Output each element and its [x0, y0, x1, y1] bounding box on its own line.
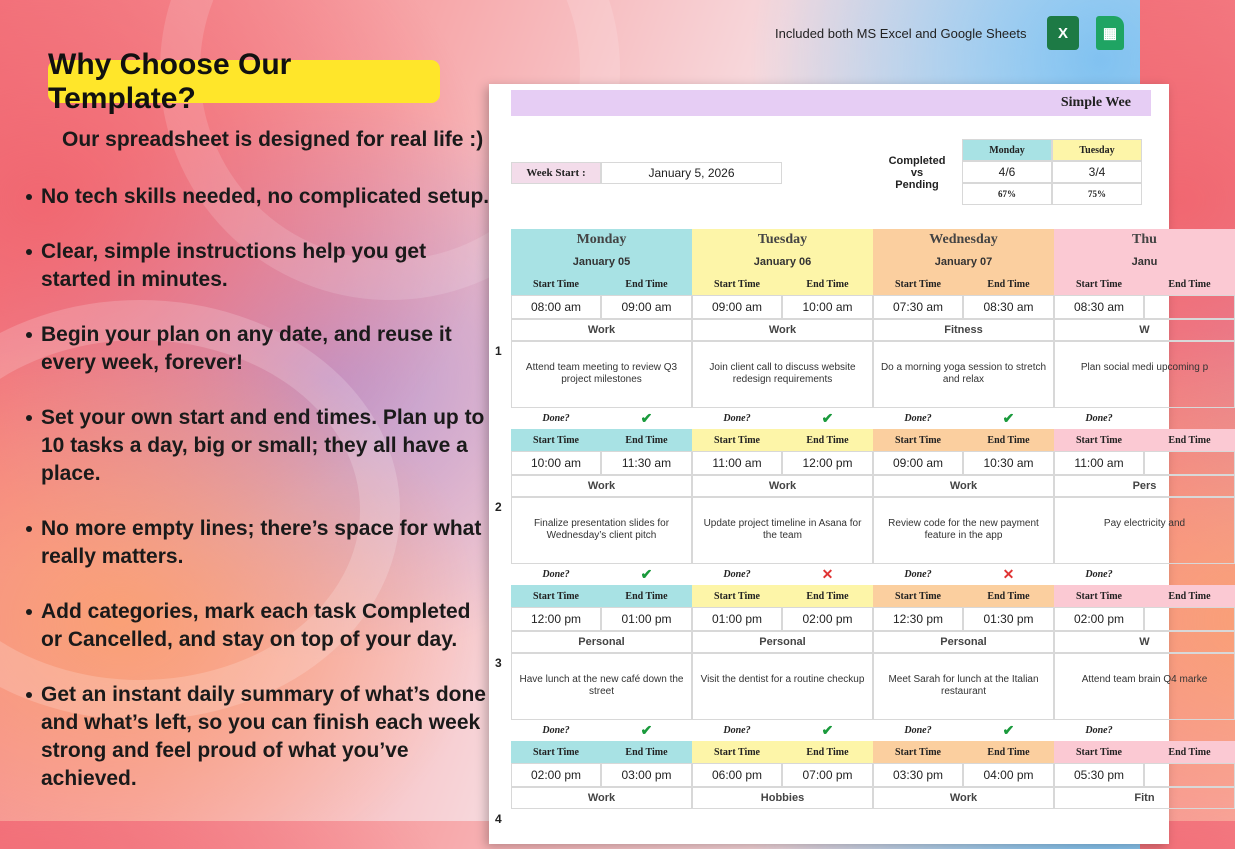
end-time-header: End Time	[963, 273, 1054, 295]
summary-ratio: 4/6	[962, 161, 1052, 183]
start-time-cell[interactable]: 03:30 pm	[873, 763, 963, 787]
end-time-header: End Time	[601, 585, 692, 607]
start-time-cell[interactable]: 09:00 am	[692, 295, 782, 319]
task-description[interactable]: Plan social medi upcoming p	[1054, 341, 1235, 408]
day-name: Wednesday	[873, 229, 1054, 251]
start-time-cell[interactable]: 05:30 pm	[1054, 763, 1144, 787]
category-cell[interactable]: Work	[873, 475, 1054, 497]
feature-item: Clear, simple instructions help you get started in minutes.	[24, 238, 494, 294]
feature-item: Get an instant daily summary of what’s done and what’s left, so you can finish each week strong and feel proud of what you’ve achieved.	[24, 681, 494, 793]
done-label: Done?	[723, 725, 751, 736]
start-time-cell[interactable]: 02:00 pm	[1054, 607, 1144, 631]
category-cell[interactable]: Work	[511, 787, 692, 809]
end-time-header: End Time	[601, 741, 692, 763]
end-time-header: End Time	[601, 429, 692, 451]
end-time-header: End Time	[1144, 273, 1235, 295]
end-time-cell[interactable]: 07:00 pm	[782, 763, 873, 787]
done-label: Done?	[542, 569, 570, 580]
done-label: Done?	[904, 725, 932, 736]
task-description[interactable]: Finalize presentation slides for Wednesday’s client pitch	[511, 497, 692, 564]
category-cell[interactable]: Hobbies	[692, 787, 873, 809]
start-time-cell[interactable]: 08:00 am	[511, 295, 601, 319]
done-label: Done?	[1085, 725, 1113, 736]
end-time-cell[interactable]: 01:30 pm	[963, 607, 1054, 631]
day-name: Monday	[511, 229, 692, 251]
start-time-cell[interactable]: 11:00 am	[692, 451, 782, 475]
category-cell[interactable]: W	[1054, 319, 1235, 341]
start-time-header: Start Time	[873, 585, 963, 607]
feature-item: No tech skills needed, no complicated setup.	[24, 183, 494, 211]
end-time-cell[interactable]	[1144, 763, 1235, 787]
done-label: Done?	[904, 569, 932, 580]
task-description[interactable]: Update project timeline in Asana for the team	[692, 497, 873, 564]
start-time-header: Start Time	[1054, 585, 1144, 607]
end-time-header: End Time	[1144, 741, 1235, 763]
category-cell[interactable]: Work	[692, 319, 873, 341]
completed-check-icon[interactable]: ✔	[1002, 410, 1015, 426]
day-date: January 07	[873, 251, 1054, 273]
week-start-label: Week Start :	[511, 162, 601, 184]
end-time-cell[interactable]: 08:30 am	[963, 295, 1054, 319]
day-name: Tuesday	[692, 229, 873, 251]
start-time-cell[interactable]: 12:00 pm	[511, 607, 601, 631]
end-time-header: End Time	[963, 429, 1054, 451]
completed-check-icon[interactable]: ✔	[640, 722, 653, 738]
end-time-header: End Time	[1144, 429, 1235, 451]
start-time-header: Start Time	[873, 273, 963, 295]
start-time-header: Start Time	[692, 429, 782, 451]
day-column	[692, 229, 873, 849]
task-description[interactable]: Review code for the new payment feature in the app	[873, 497, 1054, 564]
category-cell[interactable]: Personal	[873, 631, 1054, 653]
category-cell[interactable]: Fitness	[873, 319, 1054, 341]
end-time-header: End Time	[782, 741, 873, 763]
day-column	[511, 229, 692, 849]
done-label: Done?	[1085, 413, 1113, 424]
end-time-cell[interactable]	[1144, 607, 1235, 631]
day-column	[1054, 229, 1235, 849]
start-time-header: Start Time	[511, 585, 601, 607]
google-sheets-icon: ▦	[1096, 16, 1124, 50]
task-description[interactable]: Attend team brain Q4 marke	[1054, 653, 1235, 720]
subline: Our spreadsheet is designed for real life :)	[62, 128, 484, 151]
headline: Why Choose Our Template?	[48, 60, 440, 103]
task-description[interactable]: Join client call to discuss website redesign requirements	[692, 341, 873, 408]
row-number: 1	[495, 344, 502, 358]
category-cell[interactable]: Personal	[692, 631, 873, 653]
cancelled-cross-icon[interactable]: ✕	[1002, 566, 1015, 582]
completed-check-icon[interactable]: ✔	[821, 410, 834, 426]
start-time-cell[interactable]: 08:30 am	[1054, 295, 1144, 319]
feature-item: No more empty lines; there’s space for what really matters.	[24, 515, 494, 571]
category-cell[interactable]: Personal	[511, 631, 692, 653]
end-time-header: End Time	[963, 585, 1054, 607]
end-time-cell[interactable]: 02:00 pm	[782, 607, 873, 631]
end-time-cell[interactable]: 10:30 am	[963, 451, 1054, 475]
completed-check-icon[interactable]: ✔	[640, 566, 653, 582]
start-time-header: Start Time	[873, 429, 963, 451]
end-time-header: End Time	[782, 429, 873, 451]
completed-check-icon[interactable]: ✔	[1002, 722, 1015, 738]
end-time-cell[interactable]: 10:00 am	[782, 295, 873, 319]
end-time-header: End Time	[782, 585, 873, 607]
start-time-cell[interactable]: 07:30 am	[873, 295, 963, 319]
done-label: Done?	[723, 569, 751, 580]
category-cell[interactable]: W	[1054, 631, 1235, 653]
start-time-header: Start Time	[511, 741, 601, 763]
start-time-header: Start Time	[692, 741, 782, 763]
end-time-cell[interactable]	[1144, 295, 1235, 319]
summary-percent: 75%	[1052, 183, 1142, 205]
summary-day-header: Monday	[962, 139, 1052, 161]
end-time-cell[interactable]: 11:30 am	[601, 451, 692, 475]
end-time-cell[interactable]: 12:00 pm	[782, 451, 873, 475]
day-date: Janu	[1054, 251, 1235, 273]
end-time-header: End Time	[782, 273, 873, 295]
excel-icon: X	[1047, 16, 1079, 50]
task-description[interactable]: Do a morning yoga session to stretch and relax	[873, 341, 1054, 408]
task-description[interactable]: Pay electricity and	[1054, 497, 1235, 564]
start-time-header: Start Time	[1054, 429, 1144, 451]
task-description[interactable]: Visit the dentist for a routine checkup	[692, 653, 873, 720]
start-time-cell[interactable]: 12:30 pm	[873, 607, 963, 631]
row-number: 3	[495, 656, 502, 670]
completed-check-icon[interactable]: ✔	[640, 410, 653, 426]
summary-ratio: 3/4	[1052, 161, 1142, 183]
feature-list	[24, 183, 494, 820]
start-time-header: Start Time	[511, 273, 601, 295]
end-time-header: End Time	[601, 273, 692, 295]
category-cell[interactable]: Pers	[1054, 475, 1235, 497]
completed-check-icon[interactable]: ✔	[821, 722, 834, 738]
start-time-header: Start Time	[511, 429, 601, 451]
start-time-header: Start Time	[1054, 741, 1144, 763]
task-description[interactable]: Attend team meeting to review Q3 project milestones	[511, 341, 692, 408]
start-time-cell[interactable]: 09:00 am	[873, 451, 963, 475]
sheet-title: Simple Wee	[511, 90, 1151, 116]
day-date: January 06	[692, 251, 873, 273]
row-number: 2	[495, 500, 502, 514]
start-time-cell[interactable]: 02:00 pm	[511, 763, 601, 787]
done-label: Done?	[904, 413, 932, 424]
task-description[interactable]: Have lunch at the new café down the street	[511, 653, 692, 720]
done-label: Done?	[1085, 569, 1113, 580]
feature-item: Set your own start and end times. Plan up to 10 tasks a day, big or small; they all have a place.	[24, 404, 494, 488]
spreadsheet-preview	[489, 84, 1211, 844]
category-cell[interactable]: Work	[873, 787, 1054, 809]
end-time-header: End Time	[1144, 585, 1235, 607]
summary-label: Completed vs Pending	[888, 155, 946, 191]
end-time-cell[interactable]: 01:00 pm	[601, 607, 692, 631]
feature-item: Add categories, mark each task Completed or Cancelled, and stay on top of your day.	[24, 598, 494, 654]
task-description[interactable]: Meet Sarah for lunch at the Italian restaurant	[873, 653, 1054, 720]
start-time-cell[interactable]: 01:00 pm	[692, 607, 782, 631]
compatibility-note: Included both MS Excel and Google Sheets	[775, 26, 1027, 41]
done-label: Done?	[542, 413, 570, 424]
end-time-cell[interactable]: 09:00 am	[601, 295, 692, 319]
category-cell[interactable]: Fitn	[1054, 787, 1235, 809]
row-number: 4	[495, 812, 502, 826]
start-time-header: Start Time	[1054, 273, 1144, 295]
end-time-header: End Time	[963, 741, 1054, 763]
end-time-cell[interactable]: 03:00 pm	[601, 763, 692, 787]
category-cell[interactable]: Work	[511, 475, 692, 497]
start-time-header: Start Time	[692, 585, 782, 607]
feature-item: Begin your plan on any date, and reuse it every week, forever!	[24, 321, 494, 377]
summary-day-header: Tuesday	[1052, 139, 1142, 161]
summary-percent: 67%	[962, 183, 1052, 205]
end-time-cell[interactable]: 04:00 pm	[963, 763, 1054, 787]
day-column	[873, 229, 1054, 849]
cancelled-cross-icon[interactable]: ✕	[821, 566, 834, 582]
category-cell[interactable]: Work	[692, 475, 873, 497]
week-start-input[interactable]: January 5, 2026	[601, 162, 782, 184]
day-name: Thu	[1054, 229, 1235, 251]
category-cell[interactable]: Work	[511, 319, 692, 341]
done-label: Done?	[723, 413, 751, 424]
done-label: Done?	[542, 725, 570, 736]
start-time-header: Start Time	[692, 273, 782, 295]
start-time-cell[interactable]: 06:00 pm	[692, 763, 782, 787]
end-time-cell[interactable]	[1144, 451, 1235, 475]
start-time-cell[interactable]: 11:00 am	[1054, 451, 1144, 475]
day-date: January 05	[511, 251, 692, 273]
start-time-header: Start Time	[873, 741, 963, 763]
start-time-cell[interactable]: 10:00 am	[511, 451, 601, 475]
